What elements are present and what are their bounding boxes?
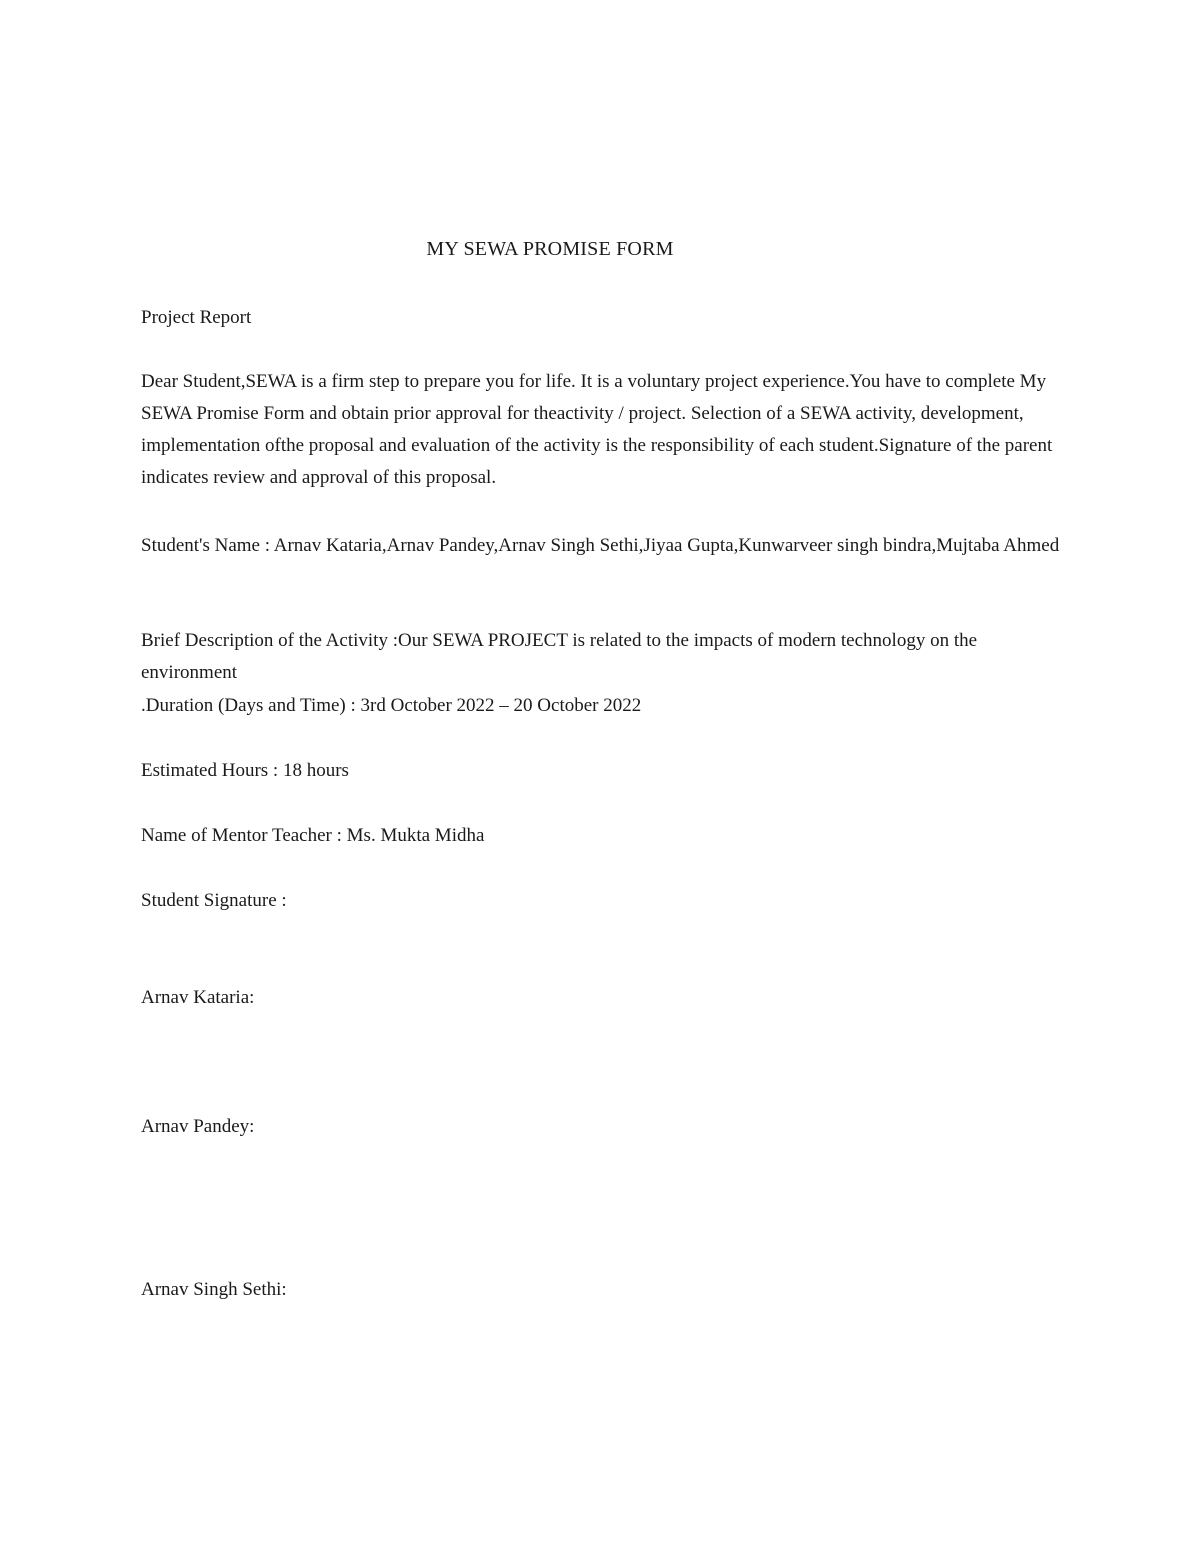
duration-line: .Duration (Days and Time) : 3rd October 2022 – 20 October 2022: [141, 695, 642, 716]
students-name-line: Student's Name : Arnav Kataria,Arnav Pandey,Arnav Singh Sethi,Jiyaa Gupta,Kunwarveer singh bindra,Mujtaba Ahmed: [141, 535, 1060, 556]
form-title: MY SEWA PROMISE FORM: [426, 238, 674, 260]
section-label: Project Report: [141, 307, 252, 328]
signature-line-arnav-singh-sethi: Arnav Singh Sethi:: [141, 1279, 287, 1300]
mentor-teacher-line: Name of Mentor Teacher : Ms. Mukta Midha: [141, 825, 485, 846]
signature-line-arnav-pandey: Arnav Pandey:: [141, 1116, 255, 1137]
intro-paragraph: Dear Student,SEWA is a firm step to prepare you for life. It is a voluntary project experience.You have to complete My SEWA Promise Form and obtain prior approval for theactivity / project. Selection of a SEWA activity, development, implementation ofthe proposal and evaluation of the activity is the responsibility of each student.Signature of the parent indicates review and approval of this proposal.: [141, 371, 1053, 488]
estimated-hours-line: Estimated Hours : 18 hours: [141, 760, 349, 781]
signature-line-arnav-kataria: Arnav Kataria:: [141, 987, 255, 1008]
activity-description: Brief Description of the Activity :Our SEWA PROJECT is related to the impacts of modern technology on the environment: [141, 630, 978, 683]
student-signature-heading: Student Signature :: [141, 890, 287, 911]
